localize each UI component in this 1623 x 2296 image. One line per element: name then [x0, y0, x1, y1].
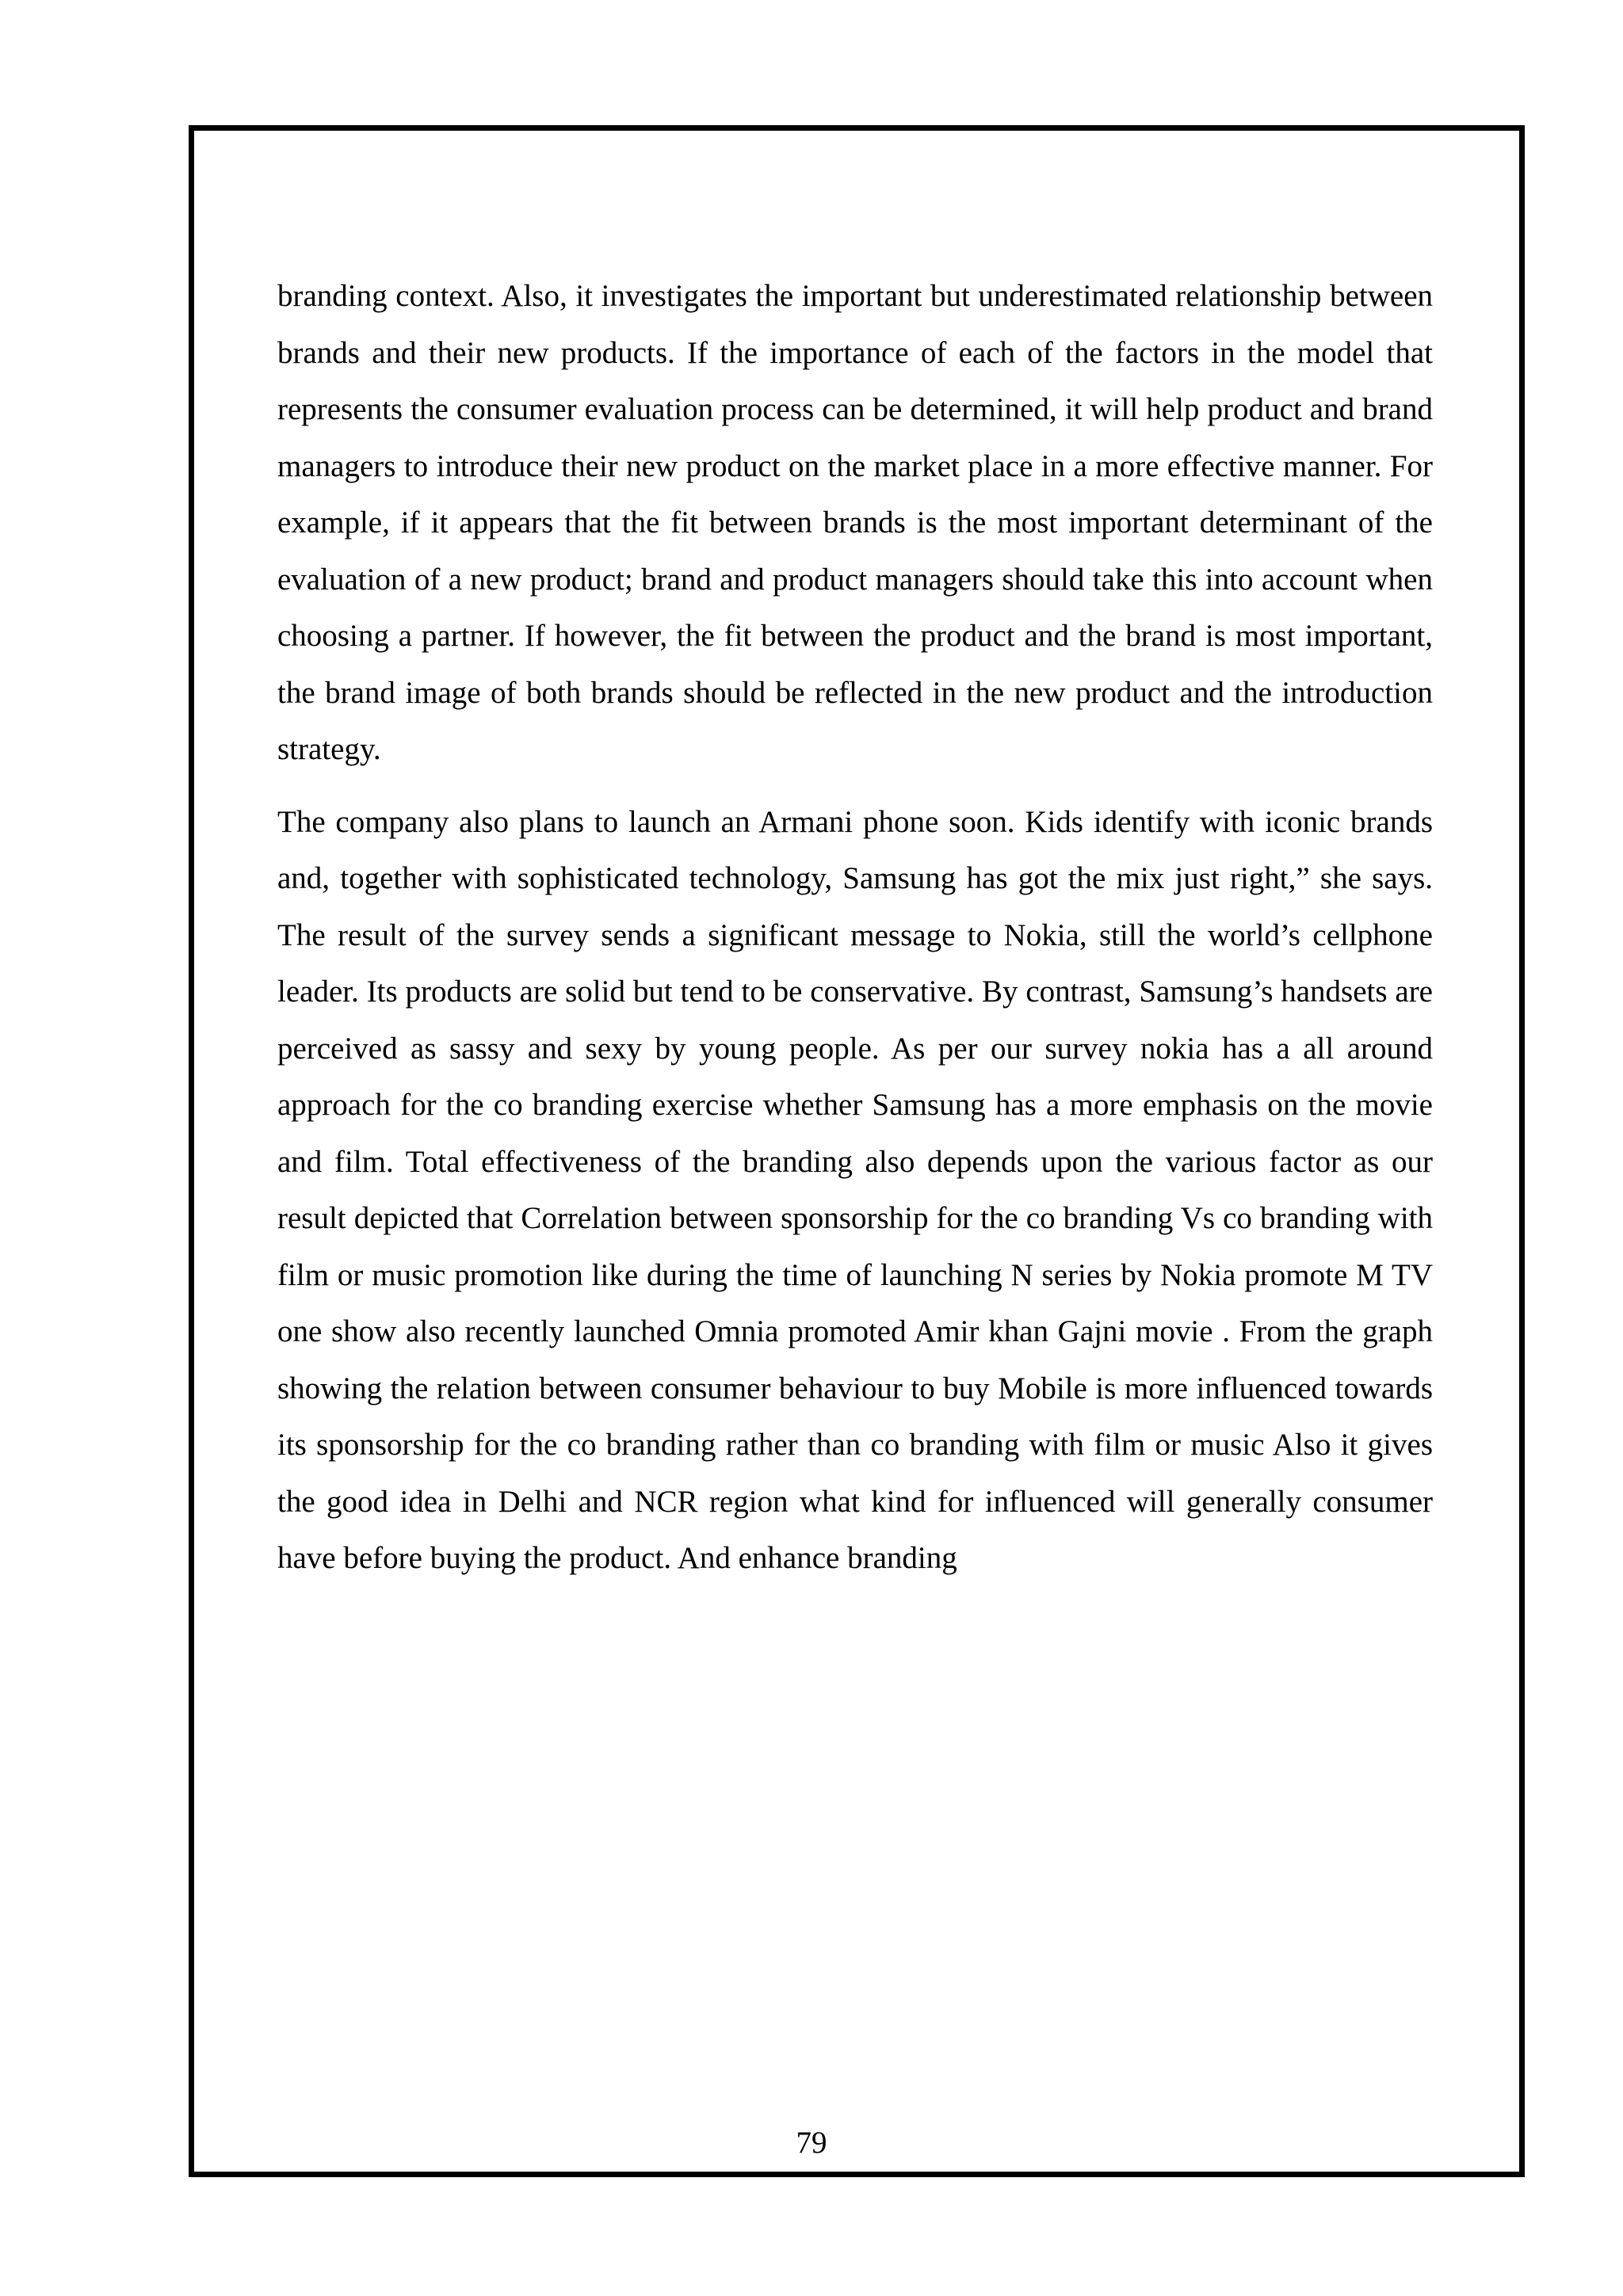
paragraph-1: branding context. Also, it investigates the important but underestimated relationship between brands and their new products. If the importance of each of the factors in the model that represents the consumer evaluation process can be determined, it will help product and brand managers to introduce their new product on the market place in a more effective manner. For example, if it appears that the fit between brands is the most important determinant of the evaluation of a new product; brand and product managers should take this into account when choosing a partner. If however, the fit between the product and the brand is most important, the brand image of both brands should be reflected in the new product and the introduction strategy.: [277, 279, 1433, 766]
document-body: [277, 268, 1433, 1587]
page-number: 79: [796, 2126, 827, 2160]
paragraph-2: The company also plans to launch an Armani phone soon. Kids identify with iconic brands and, together with sophisticated technology, Samsung has got the mix just right,” she says. The result of the survey sends a significant message to Nokia, still the world’s cellphone leader. Its products are solid but tend to be conservative. By contrast, Samsung’s handsets are perceived as sassy and sexy by young people. As per our survey nokia has a all around approach for the co branding exercise whether Samsung has a more emphasis on the movie and film. Total effectiveness of the branding also depends upon the various factor as our result depicted that Correlation between sponsorship for the co branding Vs co branding with film or music promotion like during the time of launching N series by Nokia promote M TV one show also recently launched Omnia promoted Amir khan Gajni movie . From the graph showing the relation between consumer behaviour to buy Mobile is more influenced towards its sponsorship for the co branding rather than co branding with film or music Also it gives the good idea in Delhi and NCR region what kind for influenced will generally consumer have before buying the product. And enhance branding: [277, 804, 1433, 1575]
